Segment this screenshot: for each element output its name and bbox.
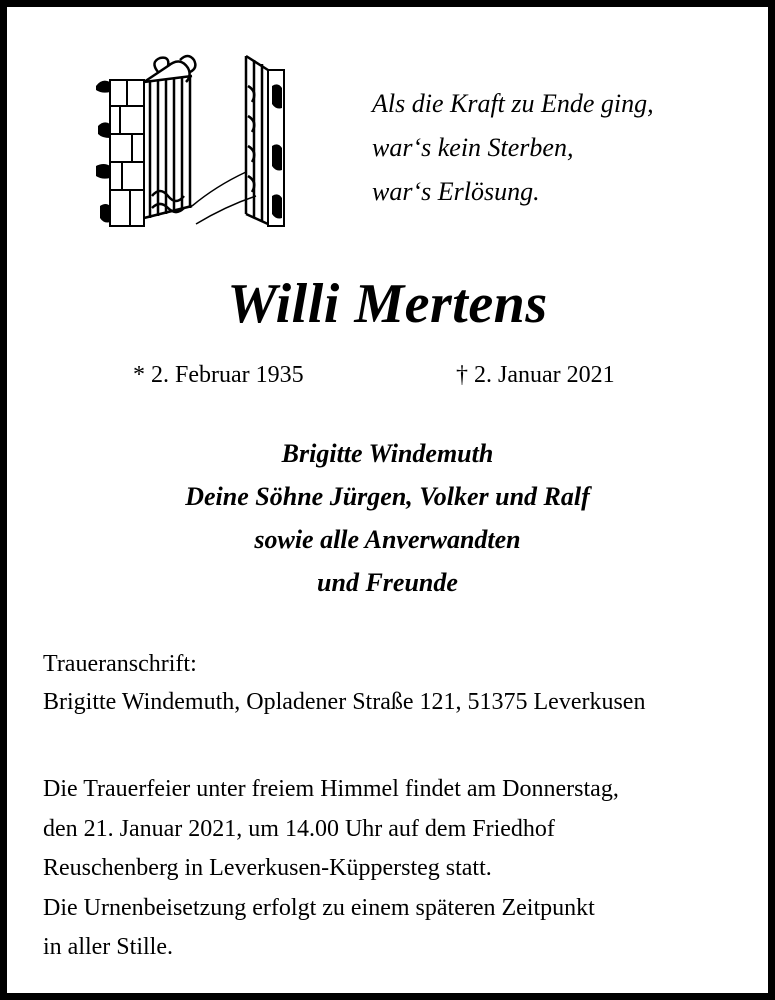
mourners-list [0, 432, 775, 604]
birth-date: * 2. Februar 1935 [133, 362, 304, 388]
mourner-line: Brigitte Windemuth [281, 439, 494, 468]
death-date: † 2. Januar 2021 [456, 362, 615, 388]
service-line: Reuschenberg in Leverkusen-Küppersteg statt. [43, 855, 492, 881]
service-info [43, 770, 619, 968]
address-line: Brigitte Windemuth, Opladener Straße 121, 51375 Leverkusen [43, 689, 646, 715]
mourning-address [43, 645, 645, 721]
mourner-line: und Freunde [317, 568, 458, 597]
mourner-line: Deine Söhne Jürgen, Volker und Ralf [185, 482, 590, 511]
deceased-name: Willi Mertens [227, 273, 548, 335]
motto-line-1: Als die Kraft zu Ende ging, [372, 89, 654, 118]
service-line: den 21. Januar 2021, um 14.00 Uhr auf dem Friedhof [43, 815, 555, 842]
mourner-line: sowie alle Anverwandten [254, 525, 521, 554]
open-gate-illustration [96, 46, 288, 232]
service-line: Die Urnenbeisetzung erfolgt zu einem späteren Zeitpunkt [43, 894, 595, 921]
address-label: Traueranschrift: [43, 651, 197, 677]
motto-line-2: war‘s kein Sterben, [372, 133, 574, 162]
service-line: Die Trauerfeier unter freiem Himmel findet am Donnerstag, [43, 776, 619, 802]
motto-verse [372, 82, 654, 214]
service-line: in aller Stille. [43, 934, 173, 960]
motto-line-3: war‘s Erlösung. [372, 177, 540, 206]
